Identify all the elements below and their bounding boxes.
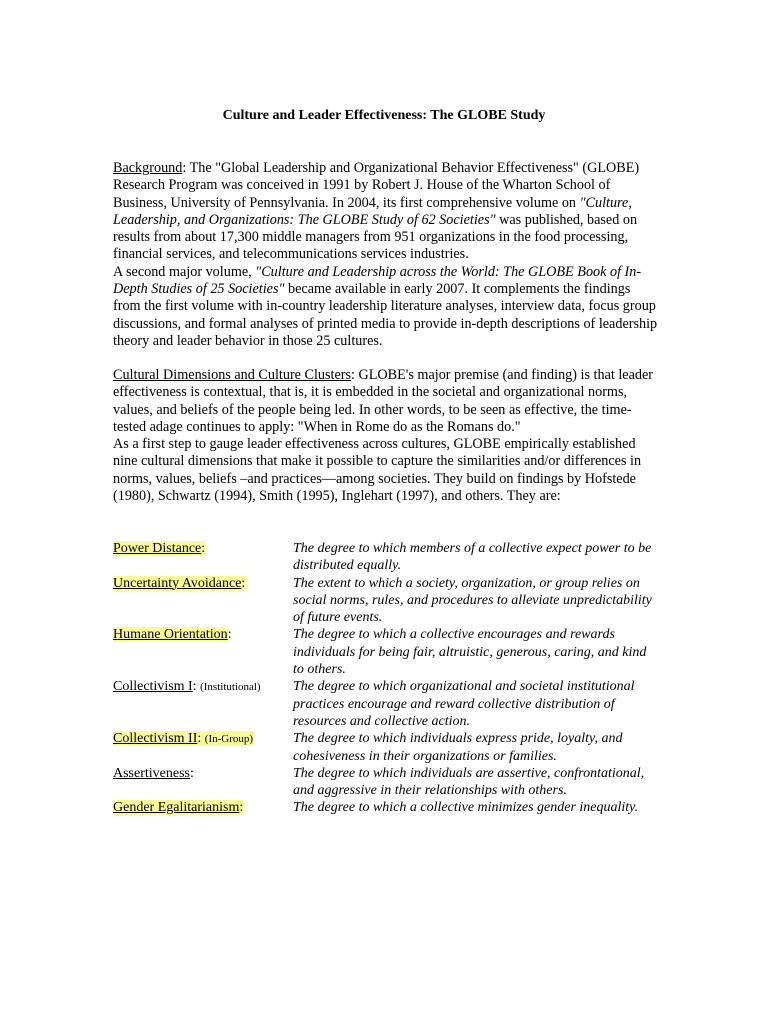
dimension-term: Collectivism I [113, 679, 193, 695]
background-paragraph [113, 160, 658, 350]
dimension-definition: The degree to which organizational and societal institutional practices encourage and reward collective distribution of resources and collective action. [293, 679, 635, 729]
background-text-1: : The "Global Leadership and Organizational Behavior Effectiveness" (GLOBE) Research Program was conceived in 1991 by Robert J. House of the Wharton School of Business, University of Pennsylvania. In 2004, its first comprehensive volume on [113, 160, 640, 211]
dimension-definition: The extent to which a society, organization, or group relies on social norms, rules, and procedures to alleviate unpredictability of future events. [293, 575, 652, 626]
dimension-term-highlight [113, 627, 228, 642]
dimension-term-suffix: : [190, 765, 194, 781]
dimension-term: Gender Egalitarianism [113, 800, 240, 816]
dimension-row [113, 626, 658, 678]
cultural-dimensions-paragraph [113, 367, 658, 505]
dimensions-table [113, 540, 658, 817]
dimension-term-cell [113, 799, 293, 816]
dimension-term-suffix: : [239, 800, 244, 816]
dimension-definition: The degree to which individuals express pride, loyalty, and cohesiveness in their organizations or families. [293, 731, 623, 764]
dimension-row [113, 540, 658, 575]
dimension-qualifier: (In-Group) [204, 733, 254, 746]
dimension-term-suffix: : [241, 575, 246, 591]
dimension-term-suffix: : [201, 541, 206, 556]
background-text-4: became available in early 2007. It complements the findings from the first volume with in-country leadership literature analyses, interview data, focus group discussions, and formal analyses of printed media to provide in-depth descriptions of leadership theory and leader behavior in those 25 cultures. [113, 281, 658, 349]
dimension-term-cell [113, 540, 293, 575]
dimension-row [113, 678, 658, 730]
dimension-term-cell [113, 575, 293, 627]
dimension-row [113, 799, 658, 816]
dimension-term-suffix: : [227, 627, 232, 643]
dimension-term: Power Distance [113, 541, 202, 556]
dimension-row [113, 730, 658, 765]
cultural-text-1: : GLOBE's major premise (and finding) is that leader effectiveness is contextual, that is, it is embedded in the societal and organizational norms, values, and beliefs of the people being led. In other words, to be seen as effective, the time-tested adage continues to apply: "When in Rome do as the Romans do." [113, 367, 654, 435]
document-title: Culture and Leader Effectiveness: The GLOBE Study [222, 108, 546, 123]
dimension-term-suffix: : [192, 679, 201, 695]
dimension-term: Uncertainty Avoidance [113, 575, 242, 591]
book-title-1: "Culture, Leadership, and Organizations: The GLOBE Study of 62 Societies" [113, 194, 632, 228]
dimension-definition: The degree to which individuals are assertive, confrontational, and aggressive in their relationships with others. [293, 765, 645, 799]
book-title-2: "Culture and Leadership across the World: The GLOBE Book of In-Depth Studies of 25 Societies" [113, 263, 642, 298]
dimension-row [113, 575, 658, 627]
dimension-term: Assertiveness [113, 765, 190, 781]
dimension-qualifier: (Institutional) [200, 681, 261, 694]
dimension-term-cell [113, 626, 293, 678]
dimension-term-cell [113, 765, 293, 800]
dimension-row [113, 765, 658, 800]
dimension-term-highlight [113, 541, 205, 556]
cultural-heading: Cultural Dimensions and Culture Clusters [113, 367, 352, 383]
background-text-3: A second major volume, [113, 263, 256, 280]
dimension-term-highlight [113, 576, 245, 591]
background-text-2: was published, based on results from about 17,300 middle managers from 951 organizations in the food processing, financial services, and telecommunications services industries. [113, 211, 638, 263]
dimension-definition: The degree to which members of a collective expect power to be distributed equally. [293, 541, 652, 574]
dimension-term-cell [113, 678, 293, 730]
cultural-text-2: As a first step to gauge leader effectiveness across cultures, GLOBE empirically established nine cultural dimensions that make it possible to capture the similarities and/or differences in norms, values, beliefs –and practices—among societies. They build on findings by Hofstede (1980), Schwartz (1994), Smith (1995), Inglehart (1997), and others. They are: [113, 436, 642, 505]
background-heading: Background [113, 160, 183, 176]
dimension-term-highlight [113, 800, 243, 815]
dimension-definition: The degree to which a collective minimizes gender inequality. [293, 800, 639, 816]
dimension-definition: The degree to which a collective encourages and rewards individuals for being fair, altruistic, generous, caring, and kind to others. [293, 627, 647, 678]
dimension-term-cell [113, 730, 293, 765]
dimension-term: Humane Orientation [113, 627, 228, 643]
dimension-term-highlight [113, 731, 253, 746]
dimension-term: Collectivism II [113, 731, 198, 747]
dimension-term-suffix: : [197, 731, 205, 747]
